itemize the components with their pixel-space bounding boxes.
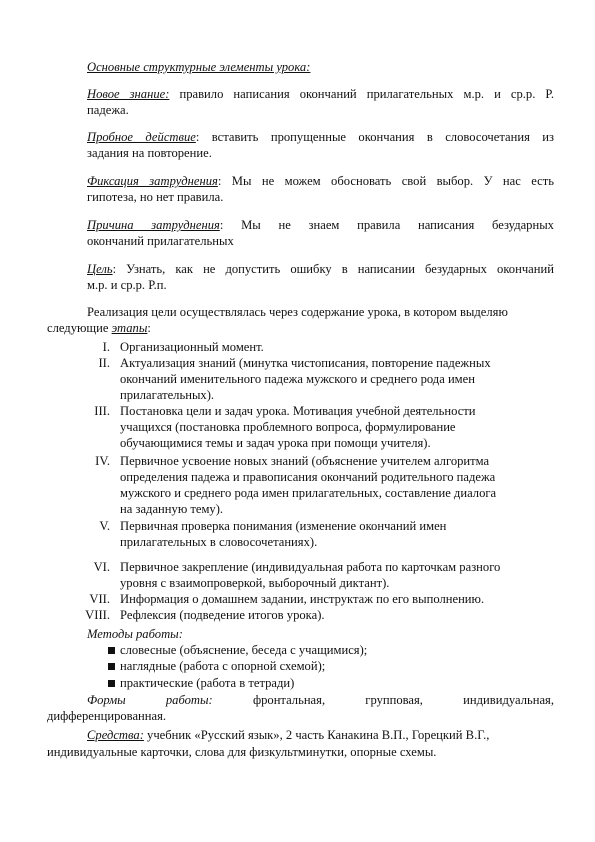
goal-text: : Узнать, как не допустить ошибку в написании безударных окончаний bbox=[112, 262, 554, 276]
stage-text: мужского и среднего рода имен прилагательных, составление диалога bbox=[120, 486, 497, 500]
trial-action-line-1 bbox=[87, 130, 554, 145]
trial-action-label: Пробное действие bbox=[87, 130, 196, 144]
goal-line-1 bbox=[87, 262, 554, 277]
stage-number: VIII. bbox=[85, 608, 110, 622]
difficulty-fixation-line-2: гипотеза, но нет правила. bbox=[87, 190, 224, 204]
method-item: практические (работа в тетради) bbox=[120, 676, 295, 690]
stage-text: прилагательных в словосочетаниях). bbox=[120, 535, 318, 549]
stage-text: уровня с взаимопроверкой, выборочный диктант). bbox=[120, 576, 390, 590]
new-knowledge-text: правило написания окончаний прилагательных м.р. и ср.р. Р. bbox=[169, 87, 555, 101]
new-knowledge-line-1 bbox=[87, 87, 554, 102]
realization-line-1: Реализация цели осуществлялась через содержание урока, в котором выделяю bbox=[87, 305, 508, 319]
forms-text: фронтальная, групповая, индивидуальная, bbox=[252, 693, 554, 707]
bullet-icon bbox=[108, 647, 115, 654]
methods-label: Методы работы: bbox=[87, 627, 183, 641]
stage-text: Актуализация знаний (минутка чистописания, повторение падежных bbox=[120, 356, 491, 370]
difficulty-cause-label: Причина затруднения bbox=[87, 218, 220, 232]
goal-line-2: м.р. и ср.р. Р.п. bbox=[87, 278, 167, 292]
stage-text: Первичная проверка понимания (изменение окончаний имен bbox=[120, 519, 447, 533]
stage-number: I. bbox=[102, 340, 110, 354]
stage-text: прилагательных). bbox=[120, 388, 215, 402]
means-line-1 bbox=[87, 728, 489, 743]
stage-number: VI. bbox=[93, 560, 110, 574]
realization-text: следующие bbox=[47, 321, 112, 335]
stage-number: IV. bbox=[95, 454, 110, 468]
new-knowledge-line-2: падежа. bbox=[87, 103, 129, 117]
trial-action-line-2: задания на повторение. bbox=[87, 146, 212, 160]
difficulty-fixation-label: Фиксация затруднения bbox=[87, 174, 218, 188]
goal-label: Цель bbox=[87, 262, 113, 276]
stage-text: на заданную тему). bbox=[120, 502, 224, 516]
difficulty-fixation-line-1 bbox=[87, 174, 554, 189]
stage-text: Первичное закрепление (индивидуальная работа по карточкам разного bbox=[120, 560, 501, 574]
forms-line-2: дифференцированная. bbox=[47, 709, 167, 723]
difficulty-cause-line-2: окончаний прилагательных bbox=[87, 234, 234, 248]
new-knowledge-label: Новое знание: bbox=[87, 87, 170, 101]
stage-text: окончаний именительного падежа мужского и среднего рода имен bbox=[120, 372, 475, 386]
stage-text: Постановка цели и задач урока. Мотивация учебной деятельности bbox=[120, 404, 476, 418]
means-label: Средства: bbox=[87, 728, 144, 742]
stage-text: Первичное усвоение новых знаний (объяснение учителем алгоритма bbox=[120, 454, 490, 468]
stage-text: учащихся (постановка проблемного вопроса, формулирование bbox=[120, 420, 456, 434]
stages-label: этапы bbox=[111, 321, 148, 335]
bullet-icon bbox=[108, 663, 115, 670]
stage-text: определения падежа и правописания окончаний родительного падежа bbox=[120, 470, 496, 484]
realization-line-2 bbox=[47, 321, 151, 336]
method-item: словесные (объяснение, беседа с учащимися); bbox=[120, 643, 368, 657]
stage-text: Рефлексия (подведение итогов урока). bbox=[120, 608, 325, 622]
section-heading: Основные структурные элементы урока: bbox=[87, 60, 311, 74]
bullet-icon bbox=[108, 680, 115, 687]
means-text: учебник «Русский язык», 2 часть Канакина В.П., Горецкий В.Г., bbox=[143, 728, 490, 742]
stage-text: обучающимися темы и задач урока при помощи учителя). bbox=[120, 436, 431, 450]
stage-text: Организационный момент. bbox=[120, 340, 264, 354]
stage-number: III. bbox=[94, 404, 110, 418]
forms-line-1 bbox=[87, 693, 554, 708]
stage-number: II. bbox=[98, 356, 110, 370]
difficulty-fixation-text: : Мы не можем обосновать свой выбор. У нас есть bbox=[217, 174, 554, 188]
stage-number: VII. bbox=[89, 592, 110, 606]
forms-label: Формы работы: bbox=[87, 693, 213, 707]
difficulty-cause-line-1 bbox=[87, 218, 554, 233]
trial-action-text: : вставить пропущенные окончания в словосочетания из bbox=[195, 130, 554, 144]
difficulty-cause-text: : Мы не знаем правила написания безударных bbox=[219, 218, 554, 232]
realization-colon: : bbox=[147, 321, 151, 335]
stage-text: Информация о домашнем задании, инструктаж по его выполнению. bbox=[120, 592, 485, 606]
means-line-2: индивидуальные карточки, слова для физкультминутки, опорные схемы. bbox=[47, 745, 437, 759]
method-item: наглядные (работа с опорной схемой); bbox=[120, 659, 326, 673]
stage-number: V. bbox=[99, 519, 110, 533]
